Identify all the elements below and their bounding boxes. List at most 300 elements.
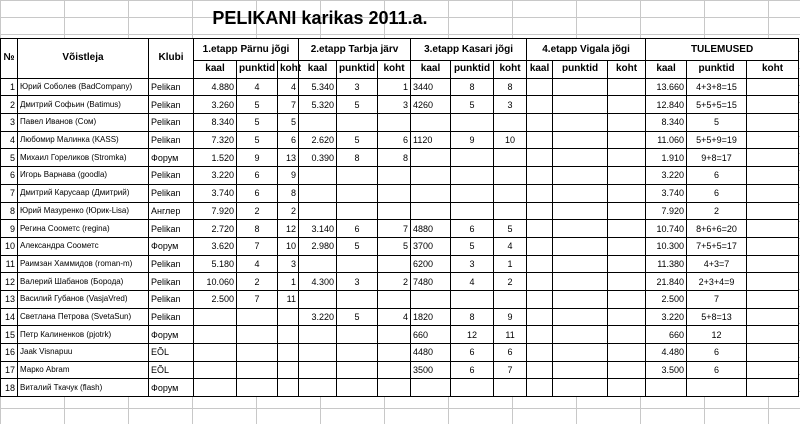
- stage2-place-cell[interactable]: [378, 361, 411, 379]
- total-points-cell[interactable]: 4+3+8=15: [687, 78, 747, 96]
- total-place-cell[interactable]: [747, 114, 799, 132]
- stage1-weight-cell[interactable]: 10.060: [194, 273, 237, 291]
- competitor-name-cell[interactable]: Александра Соометс: [18, 237, 149, 255]
- stage3-place-cell[interactable]: 3: [494, 96, 527, 114]
- stage2-place-cell[interactable]: [378, 167, 411, 185]
- stage3-points-cell[interactable]: 6: [451, 220, 494, 238]
- stage2-place-cell[interactable]: [378, 379, 411, 397]
- total-points-cell[interactable]: 5: [687, 114, 747, 132]
- total-place-cell[interactable]: [747, 96, 799, 114]
- stage2-place-cell[interactable]: 2: [378, 273, 411, 291]
- stage2-points-cell[interactable]: [337, 202, 378, 220]
- stage3-place-cell[interactable]: 5: [494, 220, 527, 238]
- stage3-weight-cell[interactable]: 1120: [411, 131, 451, 149]
- stage4-points-cell[interactable]: [553, 255, 608, 273]
- stage4-weight-cell[interactable]: [527, 149, 553, 167]
- total-weight-cell[interactable]: 3.220: [646, 308, 687, 326]
- total-place-cell[interactable]: [747, 326, 799, 344]
- total-points-cell[interactable]: 12: [687, 326, 747, 344]
- stage3-weight-cell[interactable]: [411, 114, 451, 132]
- stage3-points-cell[interactable]: [451, 202, 494, 220]
- stage3-points-cell[interactable]: 5: [451, 96, 494, 114]
- stage1-points-cell[interactable]: 5: [237, 131, 278, 149]
- stage3-points-cell[interactable]: 9: [451, 131, 494, 149]
- stage1-place-cell[interactable]: 3: [278, 255, 299, 273]
- stage1-weight-cell[interactable]: 8.340: [194, 114, 237, 132]
- club-name-cell[interactable]: EÕL: [149, 361, 194, 379]
- total-points-cell[interactable]: 6: [687, 361, 747, 379]
- stage3-points-cell[interactable]: [451, 114, 494, 132]
- total-weight-cell[interactable]: 13.660: [646, 78, 687, 96]
- total-weight-cell[interactable]: 11.060: [646, 131, 687, 149]
- row-number-cell[interactable]: 5: [1, 149, 18, 167]
- total-place-cell[interactable]: [747, 344, 799, 362]
- club-name-cell[interactable]: Форум: [149, 237, 194, 255]
- total-weight-cell[interactable]: 10.740: [646, 220, 687, 238]
- stage4-weight-cell[interactable]: [527, 220, 553, 238]
- competitor-name-cell[interactable]: Любомир Малинка (KASS): [18, 131, 149, 149]
- row-number-cell[interactable]: 7: [1, 184, 18, 202]
- stage3-weight-cell[interactable]: 4260: [411, 96, 451, 114]
- stage1-points-cell[interactable]: 4: [237, 255, 278, 273]
- stage4-place-cell[interactable]: [608, 202, 646, 220]
- stage4-points-cell[interactable]: [553, 131, 608, 149]
- stage1-place-cell[interactable]: 11: [278, 290, 299, 308]
- competitor-name-cell[interactable]: Павел Иванов (Сом): [18, 114, 149, 132]
- stage3-weight-cell[interactable]: [411, 290, 451, 308]
- stage3-points-cell[interactable]: [451, 379, 494, 397]
- stage4-points-cell[interactable]: [553, 361, 608, 379]
- stage2-points-cell[interactable]: [337, 379, 378, 397]
- stage2-points-cell[interactable]: [337, 167, 378, 185]
- stage2-place-cell[interactable]: [378, 202, 411, 220]
- competitor-name-cell[interactable]: Юрий Соболев (BadCompany): [18, 78, 149, 96]
- stage2-weight-cell[interactable]: [299, 255, 337, 273]
- stage2-place-cell[interactable]: 4: [378, 308, 411, 326]
- stage1-weight-cell[interactable]: 1.520: [194, 149, 237, 167]
- total-place-cell[interactable]: [747, 273, 799, 291]
- stage1-points-cell[interactable]: 5: [237, 96, 278, 114]
- stage2-place-cell[interactable]: [378, 255, 411, 273]
- total-place-cell[interactable]: [747, 149, 799, 167]
- stage4-points-cell[interactable]: [553, 167, 608, 185]
- stage3-points-cell[interactable]: 3: [451, 255, 494, 273]
- competitor-name-cell[interactable]: Михаил Гореликов (Stromka): [18, 149, 149, 167]
- competitor-name-cell[interactable]: Валерий Шабанов (Борода): [18, 273, 149, 291]
- stage4-points-cell[interactable]: [553, 149, 608, 167]
- stage1-points-cell[interactable]: 4: [237, 78, 278, 96]
- stage1-weight-cell[interactable]: [194, 326, 237, 344]
- stage2-place-cell[interactable]: 6: [378, 131, 411, 149]
- stage4-place-cell[interactable]: [608, 379, 646, 397]
- stage1-weight-cell[interactable]: 2.720: [194, 220, 237, 238]
- competitor-name-cell[interactable]: Светлана Петрова (SvetaSun): [18, 308, 149, 326]
- club-name-cell[interactable]: Pelikan: [149, 273, 194, 291]
- row-number-cell[interactable]: 15: [1, 326, 18, 344]
- stage1-place-cell[interactable]: [278, 344, 299, 362]
- stage2-points-cell[interactable]: [337, 361, 378, 379]
- row-number-cell[interactable]: 13: [1, 290, 18, 308]
- stage1-points-cell[interactable]: 7: [237, 237, 278, 255]
- stage2-place-cell[interactable]: [378, 344, 411, 362]
- stage2-weight-cell[interactable]: 5.320: [299, 96, 337, 114]
- stage3-place-cell[interactable]: 11: [494, 326, 527, 344]
- stage3-weight-cell[interactable]: 3700: [411, 237, 451, 255]
- stage2-weight-cell[interactable]: 5.340: [299, 78, 337, 96]
- stage3-points-cell[interactable]: 8: [451, 78, 494, 96]
- stage3-place-cell[interactable]: [494, 149, 527, 167]
- stage2-points-cell[interactable]: 5: [337, 308, 378, 326]
- total-weight-cell[interactable]: 21.840: [646, 273, 687, 291]
- stage2-weight-cell[interactable]: [299, 167, 337, 185]
- total-place-cell[interactable]: [747, 308, 799, 326]
- stage4-place-cell[interactable]: [608, 308, 646, 326]
- stage1-points-cell[interactable]: [237, 379, 278, 397]
- stage3-place-cell[interactable]: 9: [494, 308, 527, 326]
- stage4-points-cell[interactable]: [553, 96, 608, 114]
- total-weight-cell[interactable]: 11.380: [646, 255, 687, 273]
- stage4-place-cell[interactable]: [608, 237, 646, 255]
- stage3-points-cell[interactable]: [451, 167, 494, 185]
- stage1-place-cell[interactable]: 5: [278, 114, 299, 132]
- stage4-place-cell[interactable]: [608, 184, 646, 202]
- stage3-points-cell[interactable]: [451, 184, 494, 202]
- stage3-place-cell[interactable]: 2: [494, 273, 527, 291]
- stage3-place-cell[interactable]: [494, 114, 527, 132]
- stage1-place-cell[interactable]: 12: [278, 220, 299, 238]
- stage3-weight-cell[interactable]: 3440: [411, 78, 451, 96]
- total-weight-cell[interactable]: 7.920: [646, 202, 687, 220]
- stage1-weight-cell[interactable]: 7.320: [194, 131, 237, 149]
- total-place-cell[interactable]: [747, 78, 799, 96]
- total-weight-cell[interactable]: 2.500: [646, 290, 687, 308]
- row-number-cell[interactable]: 10: [1, 237, 18, 255]
- club-name-cell[interactable]: Форум: [149, 149, 194, 167]
- stage2-weight-cell[interactable]: 4.300: [299, 273, 337, 291]
- stage2-weight-cell[interactable]: 3.140: [299, 220, 337, 238]
- stage2-place-cell[interactable]: [378, 114, 411, 132]
- stage3-place-cell[interactable]: [494, 379, 527, 397]
- stage4-place-cell[interactable]: [608, 114, 646, 132]
- stage1-place-cell[interactable]: 6: [278, 131, 299, 149]
- stage4-points-cell[interactable]: [553, 290, 608, 308]
- stage1-weight-cell[interactable]: 2.500: [194, 290, 237, 308]
- stage1-weight-cell[interactable]: 3.260: [194, 96, 237, 114]
- stage1-place-cell[interactable]: 9: [278, 167, 299, 185]
- stage1-weight-cell[interactable]: 4.880: [194, 78, 237, 96]
- stage2-weight-cell[interactable]: [299, 114, 337, 132]
- stage1-points-cell[interactable]: 2: [237, 202, 278, 220]
- stage4-weight-cell[interactable]: [527, 379, 553, 397]
- total-weight-cell[interactable]: 1.910: [646, 149, 687, 167]
- stage2-weight-cell[interactable]: 0.390: [299, 149, 337, 167]
- stage4-weight-cell[interactable]: [527, 308, 553, 326]
- total-points-cell[interactable]: 2+3+4=9: [687, 273, 747, 291]
- stage4-place-cell[interactable]: [608, 220, 646, 238]
- stage4-weight-cell[interactable]: [527, 78, 553, 96]
- stage4-points-cell[interactable]: [553, 273, 608, 291]
- stage1-weight-cell[interactable]: 3.740: [194, 184, 237, 202]
- stage3-place-cell[interactable]: 6: [494, 344, 527, 362]
- stage3-points-cell[interactable]: 4: [451, 273, 494, 291]
- stage3-points-cell[interactable]: [451, 149, 494, 167]
- stage2-weight-cell[interactable]: [299, 379, 337, 397]
- total-weight-cell[interactable]: [646, 379, 687, 397]
- stage4-points-cell[interactable]: [553, 78, 608, 96]
- stage1-weight-cell[interactable]: [194, 308, 237, 326]
- stage1-place-cell[interactable]: [278, 326, 299, 344]
- stage1-place-cell[interactable]: 13: [278, 149, 299, 167]
- stage3-weight-cell[interactable]: [411, 149, 451, 167]
- competitor-name-cell[interactable]: Jaak Visnapuu: [18, 344, 149, 362]
- stage1-points-cell[interactable]: 9: [237, 149, 278, 167]
- total-points-cell[interactable]: 5+8=13: [687, 308, 747, 326]
- stage4-weight-cell[interactable]: [527, 237, 553, 255]
- stage4-place-cell[interactable]: [608, 326, 646, 344]
- stage3-weight-cell[interactable]: 1820: [411, 308, 451, 326]
- stage2-points-cell[interactable]: 5: [337, 131, 378, 149]
- row-number-cell[interactable]: 8: [1, 202, 18, 220]
- competitor-name-cell[interactable]: Игорь Варнава (goodla): [18, 167, 149, 185]
- stage2-weight-cell[interactable]: [299, 344, 337, 362]
- stage2-weight-cell[interactable]: [299, 290, 337, 308]
- row-number-cell[interactable]: 3: [1, 114, 18, 132]
- stage1-weight-cell[interactable]: 7.920: [194, 202, 237, 220]
- club-name-cell[interactable]: Pelikan: [149, 220, 194, 238]
- stage1-weight-cell[interactable]: [194, 379, 237, 397]
- total-points-cell[interactable]: 7+5+5=17: [687, 237, 747, 255]
- stage1-weight-cell[interactable]: [194, 344, 237, 362]
- total-points-cell[interactable]: [687, 379, 747, 397]
- stage2-weight-cell[interactable]: 3.220: [299, 308, 337, 326]
- stage3-place-cell[interactable]: 1: [494, 255, 527, 273]
- total-place-cell[interactable]: [747, 290, 799, 308]
- total-weight-cell[interactable]: 3.740: [646, 184, 687, 202]
- stage3-place-cell[interactable]: [494, 167, 527, 185]
- total-weight-cell[interactable]: 12.840: [646, 96, 687, 114]
- stage1-place-cell[interactable]: [278, 361, 299, 379]
- total-points-cell[interactable]: 7: [687, 290, 747, 308]
- row-number-cell[interactable]: 17: [1, 361, 18, 379]
- total-weight-cell[interactable]: 8.340: [646, 114, 687, 132]
- stage4-place-cell[interactable]: [608, 344, 646, 362]
- club-name-cell[interactable]: Англер: [149, 202, 194, 220]
- stage3-points-cell[interactable]: 8: [451, 308, 494, 326]
- stage4-weight-cell[interactable]: [527, 290, 553, 308]
- stage4-points-cell[interactable]: [553, 220, 608, 238]
- total-points-cell[interactable]: 8+6+6=20: [687, 220, 747, 238]
- stage2-points-cell[interactable]: [337, 114, 378, 132]
- stage2-weight-cell[interactable]: [299, 326, 337, 344]
- total-weight-cell[interactable]: 3.500: [646, 361, 687, 379]
- club-name-cell[interactable]: Pelikan: [149, 78, 194, 96]
- stage3-weight-cell[interactable]: [411, 379, 451, 397]
- stage4-place-cell[interactable]: [608, 167, 646, 185]
- total-points-cell[interactable]: 9+8=17: [687, 149, 747, 167]
- club-name-cell[interactable]: EÕL: [149, 344, 194, 362]
- total-place-cell[interactable]: [747, 379, 799, 397]
- total-place-cell[interactable]: [747, 184, 799, 202]
- stage2-points-cell[interactable]: [337, 344, 378, 362]
- club-name-cell[interactable]: Pelikan: [149, 167, 194, 185]
- club-name-cell[interactable]: Форум: [149, 379, 194, 397]
- stage3-points-cell[interactable]: 12: [451, 326, 494, 344]
- club-name-cell[interactable]: Pelikan: [149, 96, 194, 114]
- stage3-place-cell[interactable]: 8: [494, 78, 527, 96]
- stage3-weight-cell[interactable]: 4880: [411, 220, 451, 238]
- stage4-weight-cell[interactable]: [527, 326, 553, 344]
- stage3-points-cell[interactable]: 6: [451, 361, 494, 379]
- club-name-cell[interactable]: Pelikan: [149, 308, 194, 326]
- stage2-place-cell[interactable]: 7: [378, 220, 411, 238]
- stage4-weight-cell[interactable]: [527, 131, 553, 149]
- stage2-points-cell[interactable]: 5: [337, 96, 378, 114]
- total-points-cell[interactable]: 4+3=7: [687, 255, 747, 273]
- stage4-weight-cell[interactable]: [527, 114, 553, 132]
- stage3-weight-cell[interactable]: [411, 167, 451, 185]
- row-number-cell[interactable]: 18: [1, 379, 18, 397]
- stage1-place-cell[interactable]: 10: [278, 237, 299, 255]
- club-name-cell[interactable]: Pelikan: [149, 131, 194, 149]
- club-name-cell[interactable]: Pelikan: [149, 290, 194, 308]
- stage2-points-cell[interactable]: 3: [337, 273, 378, 291]
- row-number-cell[interactable]: 6: [1, 167, 18, 185]
- stage2-points-cell[interactable]: 6: [337, 220, 378, 238]
- stage2-points-cell[interactable]: 5: [337, 237, 378, 255]
- stage2-weight-cell[interactable]: 2.980: [299, 237, 337, 255]
- stage3-place-cell[interactable]: [494, 184, 527, 202]
- stage1-place-cell[interactable]: 4: [278, 78, 299, 96]
- stage3-weight-cell[interactable]: 3500: [411, 361, 451, 379]
- row-number-cell[interactable]: 12: [1, 273, 18, 291]
- stage1-points-cell[interactable]: 7: [237, 290, 278, 308]
- competitor-name-cell[interactable]: Виталий Ткачук (flash): [18, 379, 149, 397]
- stage4-points-cell[interactable]: [553, 114, 608, 132]
- stage3-place-cell[interactable]: [494, 202, 527, 220]
- competitor-name-cell[interactable]: Дмитрий Софьин (Batimus): [18, 96, 149, 114]
- stage1-weight-cell[interactable]: 3.620: [194, 237, 237, 255]
- row-number-cell[interactable]: 14: [1, 308, 18, 326]
- row-number-cell[interactable]: 11: [1, 255, 18, 273]
- stage1-points-cell[interactable]: 6: [237, 167, 278, 185]
- total-place-cell[interactable]: [747, 255, 799, 273]
- competitor-name-cell[interactable]: Петр Калиненков (pjotrk): [18, 326, 149, 344]
- stage1-weight-cell[interactable]: [194, 361, 237, 379]
- competitor-name-cell[interactable]: Василий Губанов (VasjaVred): [18, 290, 149, 308]
- stage2-weight-cell[interactable]: [299, 184, 337, 202]
- stage3-points-cell[interactable]: 5: [451, 237, 494, 255]
- row-number-cell[interactable]: 4: [1, 131, 18, 149]
- stage3-weight-cell[interactable]: 660: [411, 326, 451, 344]
- total-points-cell[interactable]: 2: [687, 202, 747, 220]
- total-weight-cell[interactable]: 660: [646, 326, 687, 344]
- row-number-cell[interactable]: 1: [1, 78, 18, 96]
- total-points-cell[interactable]: 6: [687, 184, 747, 202]
- club-name-cell[interactable]: Pelikan: [149, 114, 194, 132]
- stage4-weight-cell[interactable]: [527, 96, 553, 114]
- stage1-place-cell[interactable]: 2: [278, 202, 299, 220]
- stage2-points-cell[interactable]: [337, 184, 378, 202]
- stage2-place-cell[interactable]: [378, 184, 411, 202]
- stage4-weight-cell[interactable]: [527, 202, 553, 220]
- total-weight-cell[interactable]: 4.480: [646, 344, 687, 362]
- stage1-points-cell[interactable]: [237, 361, 278, 379]
- stage1-points-cell[interactable]: [237, 308, 278, 326]
- total-place-cell[interactable]: [747, 202, 799, 220]
- stage3-weight-cell[interactable]: 7480: [411, 273, 451, 291]
- stage1-points-cell[interactable]: [237, 344, 278, 362]
- stage2-points-cell[interactable]: [337, 326, 378, 344]
- stage2-weight-cell[interactable]: 2.620: [299, 131, 337, 149]
- stage1-place-cell[interactable]: [278, 379, 299, 397]
- stage3-weight-cell[interactable]: 4480: [411, 344, 451, 362]
- stage4-weight-cell[interactable]: [527, 361, 553, 379]
- stage2-place-cell[interactable]: [378, 290, 411, 308]
- stage3-points-cell[interactable]: [451, 290, 494, 308]
- stage4-place-cell[interactable]: [608, 255, 646, 273]
- stage3-weight-cell[interactable]: [411, 184, 451, 202]
- row-number-cell[interactable]: 9: [1, 220, 18, 238]
- stage4-place-cell[interactable]: [608, 361, 646, 379]
- stage2-place-cell[interactable]: 1: [378, 78, 411, 96]
- total-place-cell[interactable]: [747, 237, 799, 255]
- row-number-cell[interactable]: 16: [1, 344, 18, 362]
- stage4-weight-cell[interactable]: [527, 255, 553, 273]
- club-name-cell[interactable]: Форум: [149, 326, 194, 344]
- total-points-cell[interactable]: 5+5+9=19: [687, 131, 747, 149]
- stage4-place-cell[interactable]: [608, 78, 646, 96]
- stage1-points-cell[interactable]: 6: [237, 184, 278, 202]
- stage2-points-cell[interactable]: 8: [337, 149, 378, 167]
- total-place-cell[interactable]: [747, 131, 799, 149]
- total-points-cell[interactable]: 5+5+5=15: [687, 96, 747, 114]
- stage1-place-cell[interactable]: 7: [278, 96, 299, 114]
- stage3-points-cell[interactable]: 6: [451, 344, 494, 362]
- stage2-weight-cell[interactable]: [299, 361, 337, 379]
- competitor-name-cell[interactable]: Раимзан Хаммидов (roman-m): [18, 255, 149, 273]
- total-points-cell[interactable]: 6: [687, 344, 747, 362]
- stage1-place-cell[interactable]: 1: [278, 273, 299, 291]
- total-place-cell[interactable]: [747, 167, 799, 185]
- stage4-points-cell[interactable]: [553, 237, 608, 255]
- stage4-weight-cell[interactable]: [527, 184, 553, 202]
- competitor-name-cell[interactable]: Регина Соометс (regina): [18, 220, 149, 238]
- stage1-points-cell[interactable]: 8: [237, 220, 278, 238]
- total-weight-cell[interactable]: 10.300: [646, 237, 687, 255]
- stage4-place-cell[interactable]: [608, 96, 646, 114]
- competitor-name-cell[interactable]: Дмитрий Карусаар (Дмитрий): [18, 184, 149, 202]
- total-place-cell[interactable]: [747, 220, 799, 238]
- stage2-place-cell[interactable]: [378, 326, 411, 344]
- stage4-place-cell[interactable]: [608, 273, 646, 291]
- competitor-name-cell[interactable]: Юрий Мазуренко (Юрик-Lisa): [18, 202, 149, 220]
- stage3-place-cell[interactable]: 10: [494, 131, 527, 149]
- stage4-points-cell[interactable]: [553, 308, 608, 326]
- stage2-points-cell[interactable]: [337, 290, 378, 308]
- total-points-cell[interactable]: 6: [687, 167, 747, 185]
- stage3-weight-cell[interactable]: 6200: [411, 255, 451, 273]
- stage4-place-cell[interactable]: [608, 131, 646, 149]
- stage3-place-cell[interactable]: [494, 290, 527, 308]
- stage4-weight-cell[interactable]: [527, 273, 553, 291]
- stage3-place-cell[interactable]: 7: [494, 361, 527, 379]
- stage3-place-cell[interactable]: 4: [494, 237, 527, 255]
- stage4-points-cell[interactable]: [553, 184, 608, 202]
- stage4-points-cell[interactable]: [553, 344, 608, 362]
- stage4-points-cell[interactable]: [553, 326, 608, 344]
- stage1-place-cell[interactable]: [278, 308, 299, 326]
- stage4-points-cell[interactable]: [553, 202, 608, 220]
